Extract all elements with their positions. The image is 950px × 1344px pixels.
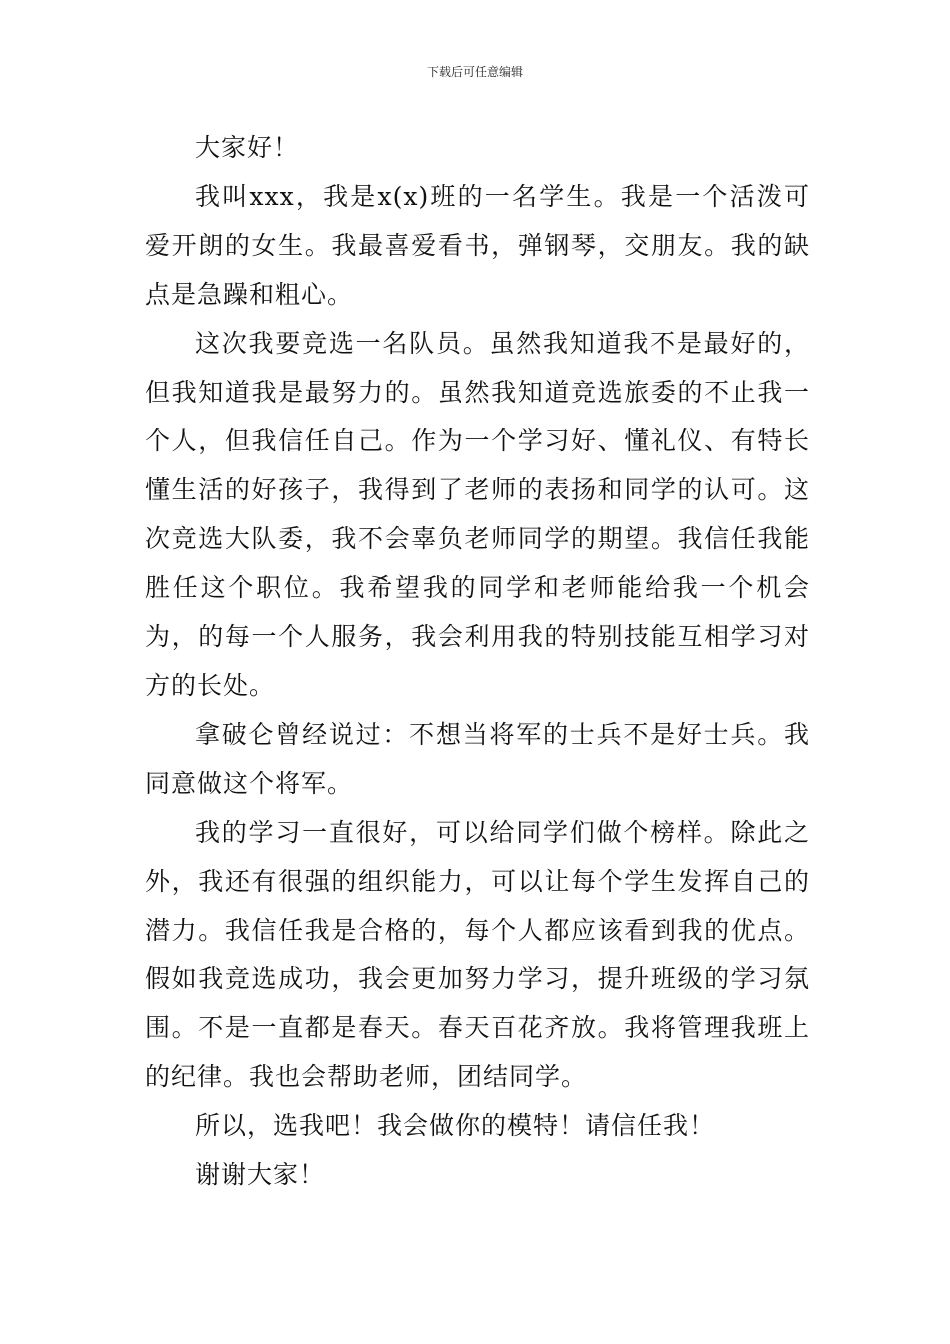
- self-intro-paragraph: 我叫xxx，我是x(x)班的一名学生。我是一个活泼可爱开朗的女生。我最喜爱看书，弹钢琴，交朋友。我的缺点是急躁和粗心。: [145, 181, 810, 309]
- document-body: [145, 124, 810, 1200]
- page-header-note: 下载后可任意编辑: [426, 65, 523, 79]
- greeting-paragraph: 大家好！: [195, 133, 300, 162]
- plans-paragraph: 我的学习一直很好，可以给同学们做个榜样。除此之外，我还有很强的组织能力，可以让每个学生发挥自己的潜力。我信任我是合格的，每个人都应该看到我的优点。假如我竞选成功，我会更加努力学习，提升班级的学习氛围。不是一直都是春天。春天百花齐放。我将管理我班上的纪律。我也会帮助老师，团结同学。: [145, 817, 810, 1092]
- quote-paragraph: 拿破仑曾经说过：不想当将军的士兵不是好士兵。我同意做这个将军。: [145, 719, 810, 798]
- campaign-paragraph: 这次我要竞选一名队员。虽然我知道我不是最好的，但我知道我是最努力的。虽然我知道竞选旅委的不止我一个人，但我信任自己。作为一个学习好、懂礼仪、有特长懂生活的好孩子，我得到了老师的表扬和同学的认可。这次竞选大队委，我不会辜负老师同学的期望。我信任我能胜任这个职位。我希望我的同学和老师能给我一个机会为，的每一个人服务，我会利用我的特别技能互相学习对方的长处。: [145, 328, 810, 700]
- thanks-paragraph: 谢谢大家！: [195, 1160, 326, 1190]
- appeal-paragraph: 所以，选我吧！我会做你的模特！请信任我！: [195, 1111, 716, 1141]
